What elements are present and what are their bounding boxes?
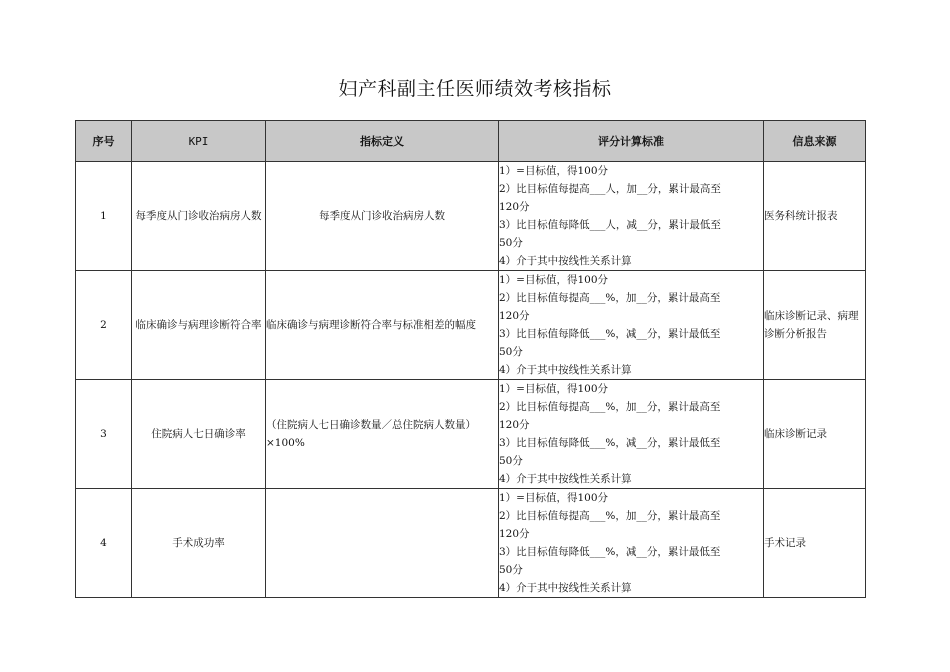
row-kpi: 临床确诊与病理诊断符合率 (132, 271, 266, 380)
row-definition: （住院病人七日确诊数量／总住院病人数量）×100% (266, 380, 499, 489)
table-row (76, 489, 866, 598)
row-num: 3 (76, 380, 132, 489)
kpi-table (75, 120, 866, 598)
criteria-line: 2）比目标值每提高___%，加__分，累计最高至 (499, 401, 721, 413)
criteria-line: 50分 (499, 455, 523, 467)
criteria-line: 120分 (499, 528, 530, 540)
row-source: 临床诊断记录、病理诊断分析报告 (764, 271, 866, 380)
header-source: 信息来源 (764, 121, 866, 162)
criteria-line: 1）=目标值，得100分 (499, 383, 609, 395)
criteria-line: 1）=目标值，得100分 (499, 274, 609, 286)
table-row (76, 271, 866, 380)
criteria-line: 50分 (499, 237, 523, 249)
criteria-line: 50分 (499, 564, 523, 576)
criteria-line: 120分 (499, 201, 530, 213)
header-num: 序号 (76, 121, 132, 162)
row-num: 2 (76, 271, 132, 380)
criteria-line: 1）=目标值，得100分 (499, 492, 609, 504)
row-num: 4 (76, 489, 132, 598)
row-source: 手术记录 (764, 489, 866, 598)
header-criteria: 评分计算标准 (499, 121, 764, 162)
row-definition: 每季度从门诊收治病房人数 (266, 162, 499, 271)
criteria-line: 3）比目标值每降低___%，减__分，累计最低至 (499, 437, 721, 449)
criteria-line: 4）介于其中按线性关系计算 (499, 582, 632, 594)
criteria-line: 4）介于其中按线性关系计算 (499, 473, 632, 485)
header-kpi: KPI (132, 121, 266, 162)
document-title: 妇产科副主任医师绩效考核指标 (338, 78, 612, 100)
criteria-line: 4）介于其中按线性关系计算 (499, 255, 632, 267)
criteria-line: 120分 (499, 419, 530, 431)
row-kpi: 手术成功率 (132, 489, 266, 598)
row-criteria (499, 380, 764, 489)
criteria-line: 2）比目标值每提高___人，加__分，累计最高至 (499, 183, 721, 195)
criteria-line: 3）比目标值每降低___人，减__分，累计最低至 (499, 219, 721, 231)
criteria-line: 2）比目标值每提高___%，加__分，累计最高至 (499, 292, 721, 304)
criteria-line: 4）介于其中按线性关系计算 (499, 364, 632, 376)
row-definition (266, 489, 499, 598)
criteria-line: 50分 (499, 346, 523, 358)
row-kpi: 住院病人七日确诊率 (132, 380, 266, 489)
header-definition: 指标定义 (266, 121, 499, 162)
criteria-line: 2）比目标值每提高___%，加__分，累计最高至 (499, 510, 721, 522)
row-definition: 临床确诊与病理诊断符合率与标准相差的幅度 (266, 271, 499, 380)
row-kpi: 每季度从门诊收治病房人数 (132, 162, 266, 271)
criteria-line: 120分 (499, 310, 530, 322)
table-header-row (76, 121, 866, 162)
table-row (76, 380, 866, 489)
row-num: 1 (76, 162, 132, 271)
table-row (76, 162, 866, 271)
criteria-line: 3）比目标值每降低___%，减__分，累计最低至 (499, 546, 721, 558)
criteria-line: 3）比目标值每降低___%，减__分，累计最低至 (499, 328, 721, 340)
row-criteria (499, 271, 764, 380)
row-source: 临床诊断记录 (764, 380, 866, 489)
row-criteria (499, 489, 764, 598)
row-criteria (499, 162, 764, 271)
row-source: 医务科统计报表 (764, 162, 866, 271)
criteria-line: 1）=目标值，得100分 (499, 165, 609, 177)
